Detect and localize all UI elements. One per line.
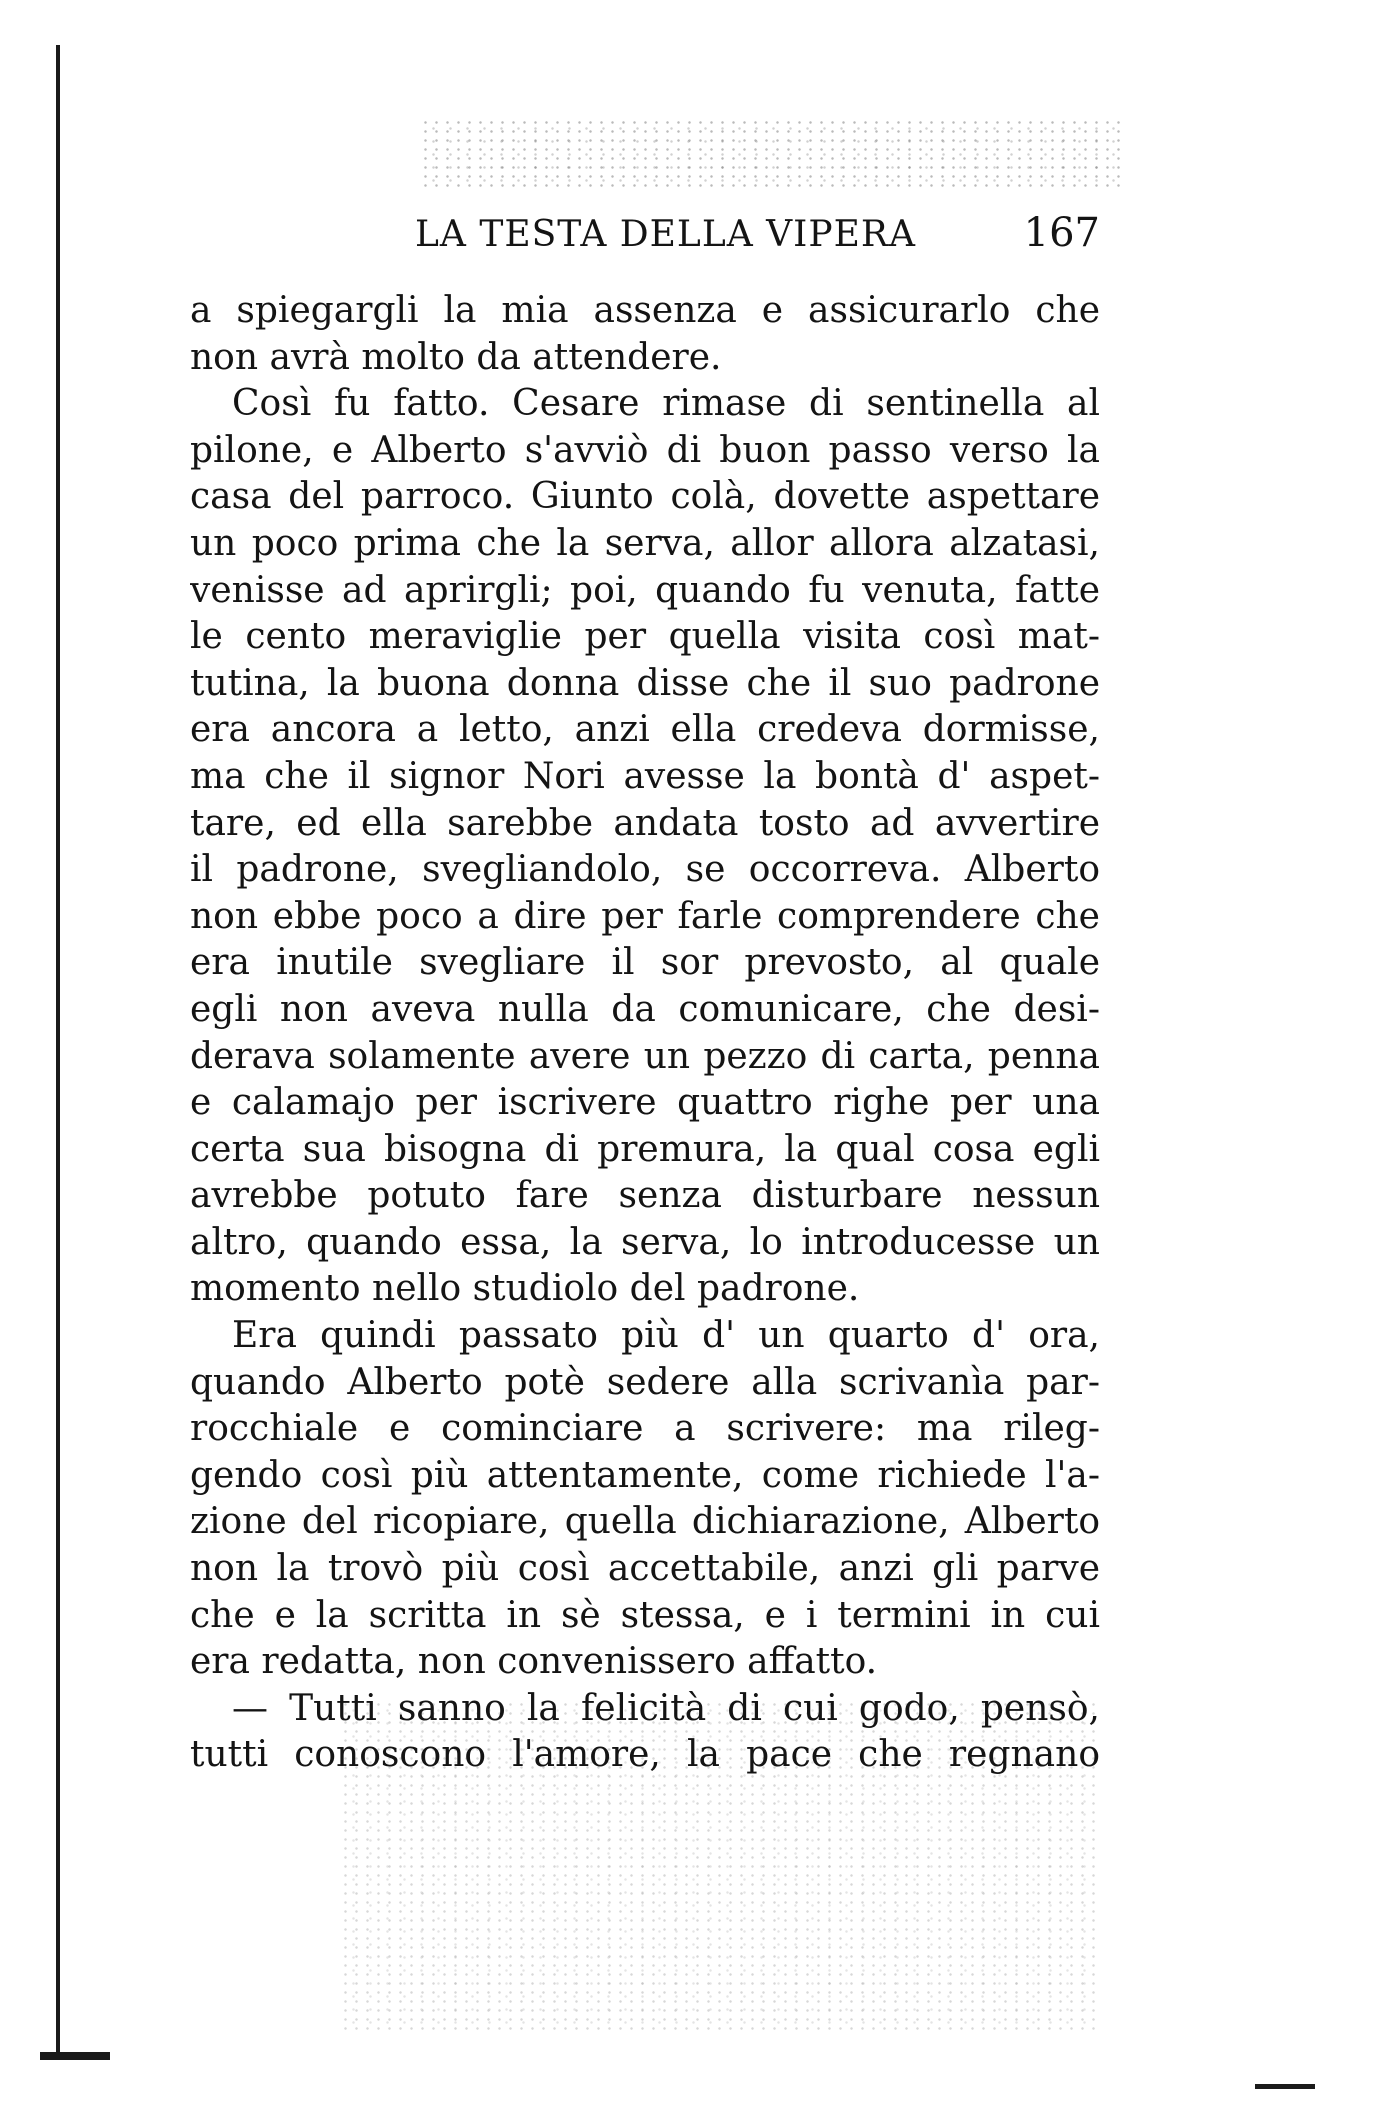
text-line: — Tutti sanno la felicità di cui godo, pensò, [232,1687,1100,1729]
binding-foot-mark [40,2052,110,2060]
text-line: Così fu fatto. Cesare rimase di sentinella al [232,383,1100,425]
text-line: un poco prima che la serva, allor allora alzatasi, [190,522,1100,564]
text-line: avrebbe potuto fare senza disturbare nessun [190,1175,1100,1217]
text-line: zione del ricopiare, quella dichiarazione, Alberto [190,1501,1100,1543]
text-line: era inutile svegliare il sor prevosto, al quale [190,942,1100,984]
text-line: era redatta, non convenissero affatto. [190,1641,878,1683]
text-line: ma che il signor Nori avesse la bontà d' aspet- [190,755,1100,797]
text-line: tutina, la buona donna disse che il suo padrone [190,662,1100,704]
binding-edge [56,45,60,2055]
text-line: egli non aveva nulla da comunicare, che desi- [190,988,1100,1030]
text-line: il padrone, svegliandolo, se occorreva. Alberto [190,849,1100,891]
text-line: le cento meraviglie per quella visita così mat- [190,616,1100,658]
text-line: era ancora a letto, anzi ella credeva dormisse, [190,709,1100,751]
text-line: certa sua bisogna di premura, la qual cosa egli [190,1128,1100,1170]
text-line: gendo così più attentamente, come richiede l'a- [190,1454,1100,1496]
text-line: momento nello studiolo del padrone. [190,1268,860,1310]
text-line: rocchiale e cominciare a scrivere: ma rileg- [190,1408,1100,1450]
text-line: venisse ad aprirgli; poi, quando fu venuta, fatte [190,569,1100,611]
text-line: tare, ed ella sarebbe andata tosto ad avvertire [190,802,1100,844]
text-line: non la trovò più così accettabile, anzi gli parve [190,1548,1100,1590]
text-line: quando Alberto potè sedere alla scrivanìa par- [190,1361,1100,1403]
text-line: non ebbe poco a dire per farle comprendere che [190,895,1100,937]
page-number: 167 [1023,210,1100,256]
text-line: a spiegargli la mia assenza e assicurarlo che [190,290,1100,331]
text-line: non avrà molto da attendere. [190,336,722,378]
text-line: tutti conoscono l'amore, la pace che regnano [190,1734,1100,1776]
text-line: e calamajo per iscrivere quattro righe per una [190,1082,1100,1124]
text-line: pilone, e Alberto s'avviò di buon passo verso la [190,429,1100,471]
top-print-speckle [420,118,1120,188]
text-line: derava solamente avere un pezzo di carta, penna [190,1035,1100,1077]
text-line: casa del parroco. Giunto colà, dovette aspettare [190,476,1100,518]
text-line: altro, quando essa, la serva, lo introducesse un [190,1221,1100,1263]
running-head-title: LA TESTA DELLA VIPERA [415,214,917,255]
text-line: che e la scritta in sè stessa, e i termini in cui [190,1594,1100,1636]
corner-mark [1255,2084,1315,2089]
text-line: Era quindi passato più d' un quarto d' ora, [232,1315,1100,1357]
body-text [190,288,1100,1779]
running-head [190,208,1100,264]
